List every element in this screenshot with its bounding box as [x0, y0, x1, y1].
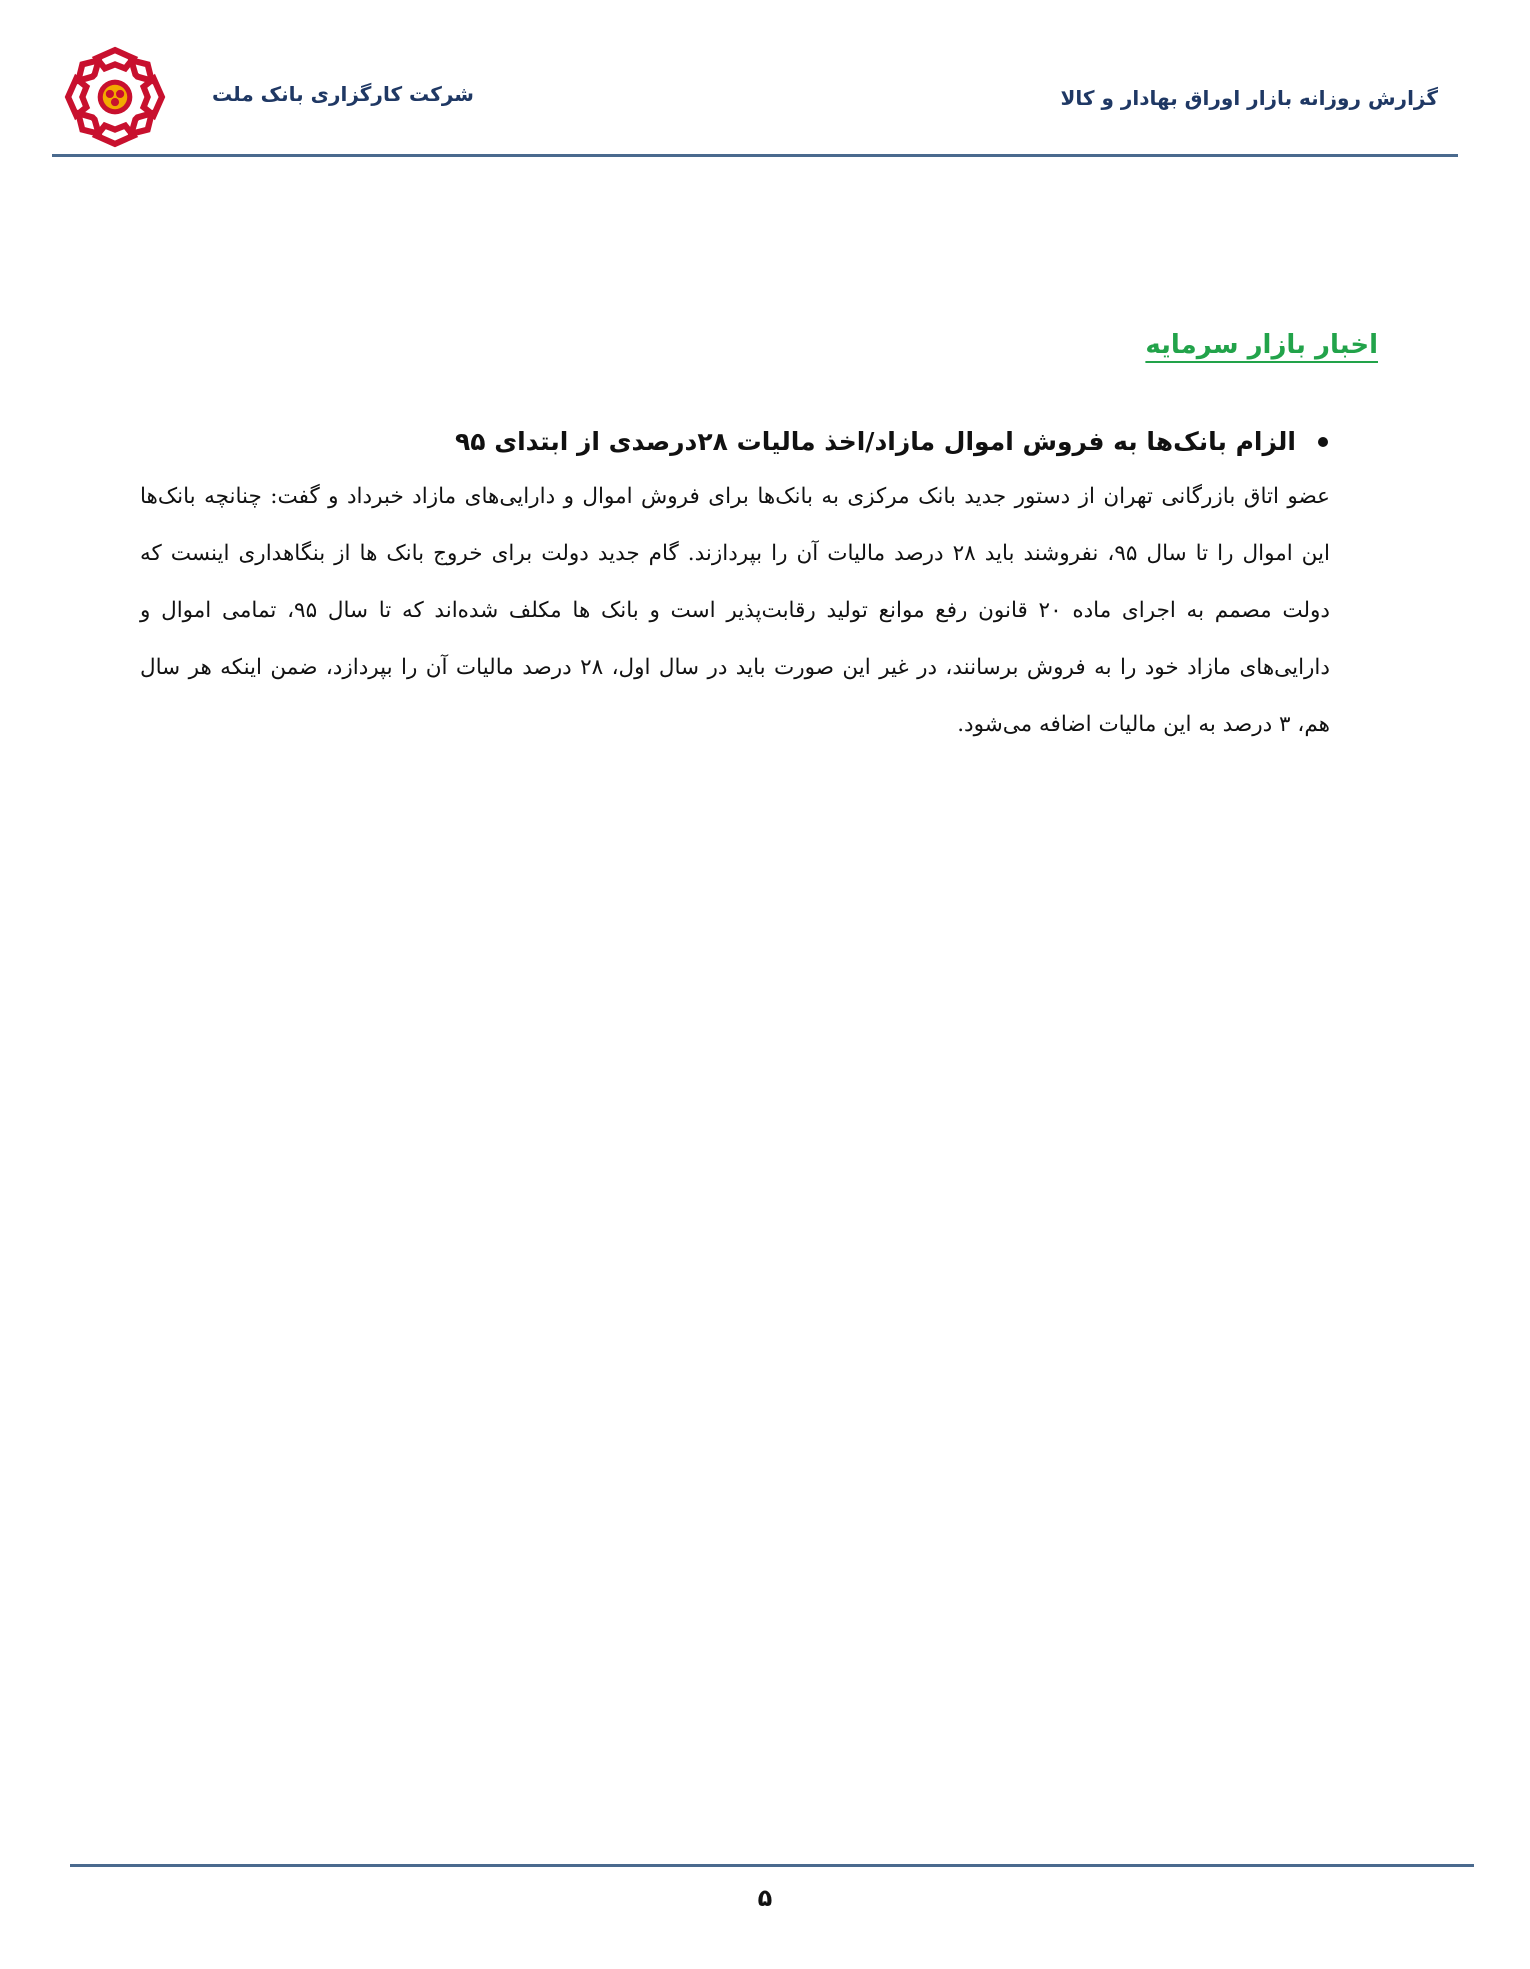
section-heading: اخبار بازار سرمایه	[1145, 330, 1378, 360]
page-header	[52, 40, 1458, 156]
footer-divider	[70, 1864, 1474, 1867]
report-title: گزارش روزانه بازار اوراق بهادار و کالا	[1060, 86, 1438, 110]
page-number: ۵	[757, 1884, 773, 1912]
company-name: شرکت کارگزاری بانک ملت	[212, 82, 474, 106]
article-body: عضو اتاق بازرگانی تهران از دستور جدید بانک مرکزی به بانک‌ها برای فروش اموال و دارایی‌های مازاد خبرداد و گفت: چنانچه بانک‌ها این اموال را تا سال ۹۵، نفروشند باید ۲۸ درصد مالیات آن را بپردازند. گام جدید دولت برای خروج بانک ها از بنگاهداری اینست که دولت مصمم به اجرای ماده ۲۰ قانون رفع موانع تولید رقابت‌پذیر است و بانک ها مکلف شده‌اند که تا سال ۹۵، تمامی اموال و دارایی‌های مازاد خود را به فروش برسانند، در غیر این صورت باید در سال اول، ۲۸ درصد مالیات آن را بپردازد، ضمن اینکه هر سال هم، ۳ درصد به این مالیات اضافه می‌شود.	[140, 484, 1331, 737]
article-title: الزام بانک‌ها به فروش اموال مازاد/اخذ مالیات ۲۸درصدی از ابتدای ۹۵	[454, 427, 1296, 456]
bank-mellat-logo-icon	[64, 46, 166, 148]
article-title-row	[140, 418, 1330, 466]
news-article	[140, 418, 1330, 753]
bullet-icon	[1318, 437, 1328, 447]
header-divider	[52, 154, 1458, 157]
